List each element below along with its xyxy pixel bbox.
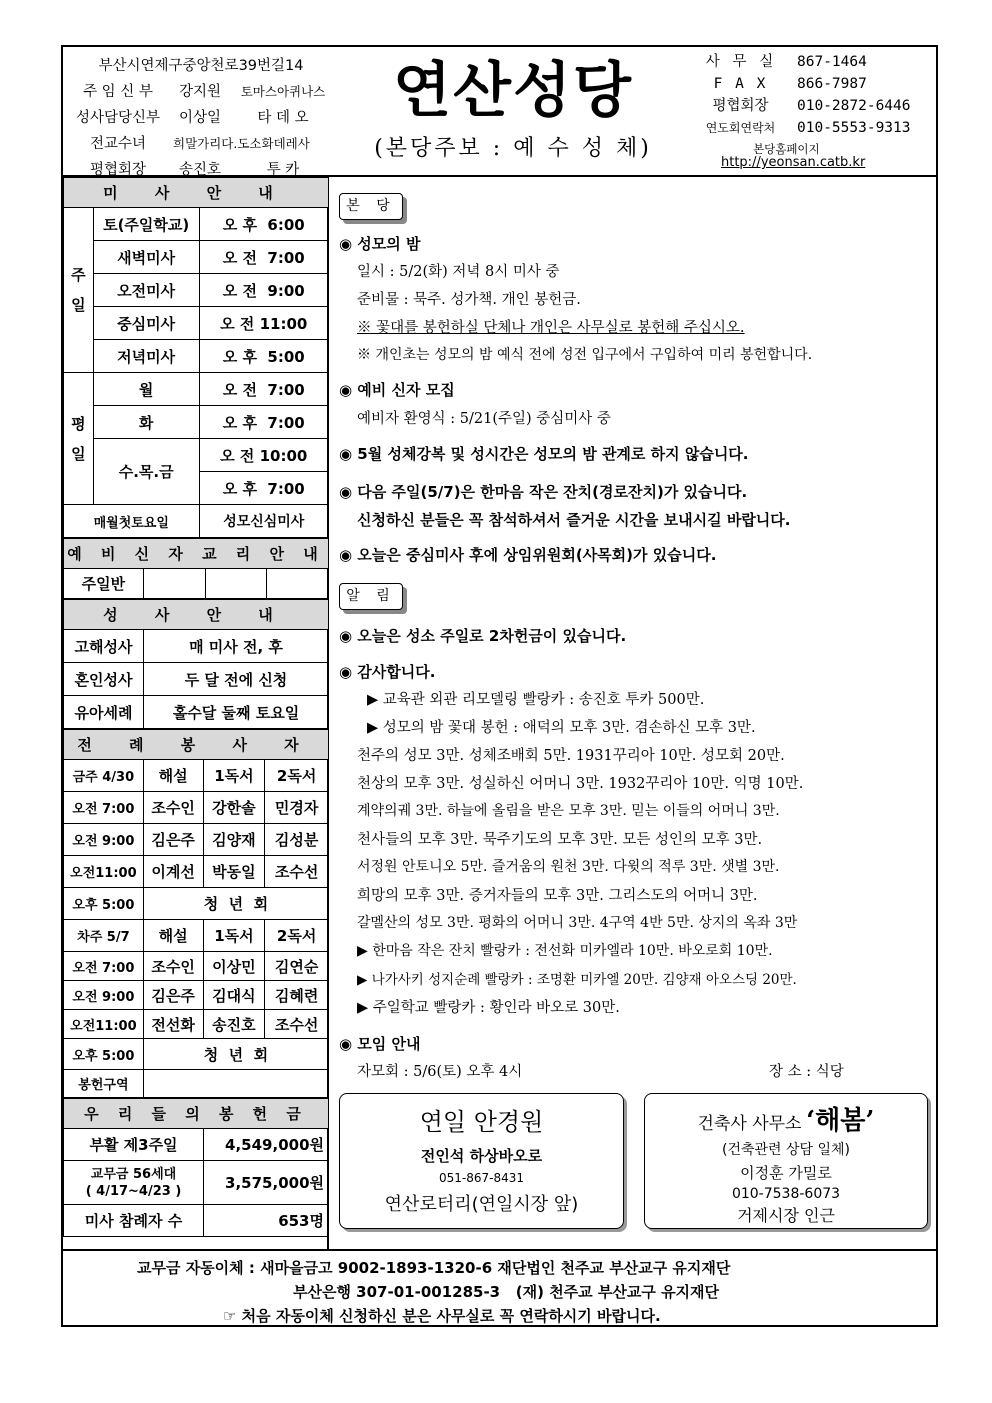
server-name: 조수선 xyxy=(265,1010,329,1039)
footer-line: 교무금 자동이체 : 새마을금고 9002-1893-1320-6 재단법인 천주교 부산교구 유지재단 xyxy=(137,1259,731,1277)
col-header: 1독서 xyxy=(203,920,265,952)
catechumen-row-label: 주일반 xyxy=(64,569,144,599)
thanks-line: 갈멜산의 성모 3만. 평화의 어머니 3만. 4구역 4반 5만. 상지의 옥좌 3만 xyxy=(357,915,798,931)
offer-area-label: 봉헌구역 xyxy=(64,1070,144,1098)
offering-value: 4,549,000원 xyxy=(204,1129,329,1161)
header xyxy=(63,47,936,177)
notice-title: ◉ 다음 주일(5/7)은 한마음 작은 잔치(경로잔치)가 있습니다. xyxy=(339,483,748,501)
mass-name: 저녁미사 xyxy=(93,340,199,373)
server-name: 조수선 xyxy=(265,856,329,888)
time-cell: 오후 5:00 xyxy=(64,888,144,920)
section-tag-notice: 알 림 xyxy=(339,583,403,610)
mass-name: 새벽미사 xyxy=(93,241,199,274)
footer xyxy=(63,1249,936,1325)
server-name: 김성분 xyxy=(265,824,329,856)
notice-title: ◉ 모임 안내 xyxy=(339,1035,421,1053)
ad-title: 연일 안경원 xyxy=(419,1108,544,1136)
thanks-line: ▶ 주일학교 빨랑카 : 황인라 바오로 30만. xyxy=(357,1000,620,1016)
contact-label: F A X xyxy=(713,76,768,92)
server-name: 김혜련 xyxy=(265,981,329,1010)
notice-title: ◉ 오늘은 중심미사 후에 상임위원회(사목회)가 있습니다. xyxy=(339,546,717,564)
offering-label: 부활 제3주일 xyxy=(64,1129,204,1161)
priest-name: 이상일 xyxy=(178,110,222,126)
notice-title: ◉ 5월 성체강복 및 성시간은 성모의 밤 관계로 하지 않습니다. xyxy=(339,445,749,463)
notice-title: ◉ 오늘은 성소 주일로 2차헌금이 있습니다. xyxy=(339,627,627,645)
thanks-line: 서정원 안토니오 5만. 즐거움의 원천 3만. 다윗의 적루 3만. 샛별 3만. xyxy=(357,859,780,875)
time-cell: 오전 9:00 xyxy=(64,824,144,856)
sister-row xyxy=(69,131,339,157)
mass-name: 토(주일학교) xyxy=(93,208,199,241)
sacrament-value: 매 미사 전, 후 xyxy=(144,630,329,663)
offering-title: 우 리 들 의 봉 헌 금 xyxy=(64,1099,329,1129)
president-baptismal: 투 카 xyxy=(266,162,300,178)
thanks-line: ▶ 교육관 외관 리모델링 빨랑카 : 송진호 투카 500만. xyxy=(367,692,705,708)
thanks-line: 천주의 성모 3만. 성체조배회 5만. 1931꾸리아 10만. 성모회 20만. xyxy=(357,748,785,764)
server-name: 이계선 xyxy=(143,856,203,888)
thanks-line: ▶ 한마음 작은 잔치 빨랑카 : 전선화 미카엘라 10만. 바오로회 10만. xyxy=(357,943,773,959)
pastor-name: 강지원 xyxy=(178,84,222,100)
catechumen-table xyxy=(63,538,329,599)
offering-value: 653명 xyxy=(204,1205,329,1237)
ad-address: 거제시장 인근 xyxy=(737,1206,835,1225)
notice-title: ◉ 예비 신자 모집 xyxy=(339,381,455,399)
col-header: 해설 xyxy=(143,920,203,952)
mass-time: 오 후 5:00 xyxy=(199,340,328,373)
pastor-baptismal: 토마스아퀴나스 xyxy=(240,84,326,99)
notice-line: 준비물 : 묵주. 성가책. 개인 봉헌금. xyxy=(357,292,581,308)
notice-title: ◉ 감사합니다. xyxy=(339,663,436,681)
contact-row xyxy=(688,73,933,95)
mass-time: 오 전 7:00 xyxy=(199,241,328,274)
weekday-label: 평일 xyxy=(64,373,94,505)
contact-label: 평협회장 xyxy=(712,98,769,114)
left-column xyxy=(63,177,329,1249)
time-cell: 오전11:00 xyxy=(64,856,144,888)
notice-line: ※ 꽃대를 봉헌하실 단체나 개인은 사무실로 봉헌해 주십시오. xyxy=(357,320,745,336)
priest-row xyxy=(69,105,339,131)
ad-address: 연산로터리(연일시장 앞) xyxy=(384,1194,579,1215)
notice-line: ※ 개인초는 성모의 밤 예식 전에 성전 입구에서 구입하여 미리 봉헌합니다. xyxy=(357,347,813,363)
server-name: 김은주 xyxy=(143,981,203,1010)
ad-owner: 이정훈 가밀로 xyxy=(740,1164,832,1182)
contact-row xyxy=(688,117,933,139)
sacrament-value: 홀수달 둘째 토요일 xyxy=(144,696,329,729)
catechumen-cell xyxy=(143,569,205,599)
sister-label: 전교수녀 xyxy=(89,136,147,152)
time-cell: 오전 7:00 xyxy=(64,792,144,824)
contact-value: 866-7987 xyxy=(797,76,867,92)
first-saturday-mass: 성모신심미사 xyxy=(199,505,328,538)
offering-label: 미사 참례자 수 xyxy=(64,1205,204,1237)
mass-name: 오전미사 xyxy=(93,274,199,307)
mass-name: 월 xyxy=(93,373,199,406)
mass-name: 수.목.금 xyxy=(93,439,199,505)
address-row xyxy=(69,53,339,79)
thanks-line: ▶ 나가사키 성지순례 빨랑카 : 조명환 미카엘 20만. 김양재 아오스딩 20만. xyxy=(357,972,797,988)
server-name: 강한솔 xyxy=(203,792,265,824)
main-column xyxy=(331,177,936,1249)
ad-phone: 010-7538-6073 xyxy=(731,1186,841,1202)
footer-line: 부산은행 307-01-001285-3 (재) 천주교 부산교구 유지재단 xyxy=(293,1283,720,1301)
week-label: 차주 5/7 xyxy=(64,920,144,952)
server-name: 조수인 xyxy=(143,792,203,824)
pastor-row xyxy=(69,79,339,105)
col-header: 2독서 xyxy=(265,920,329,952)
week-label: 금주 4/30 xyxy=(64,760,144,792)
ad-optician xyxy=(339,1093,624,1229)
president-name: 송진호 xyxy=(178,162,222,178)
contact-value: 867-1464 xyxy=(797,54,867,70)
time-cell: 오전 9:00 xyxy=(64,981,144,1010)
thanks-line: 희망의 모후 3만. 증거자들의 모후 3만. 그리스도의 어머니 3만. xyxy=(357,888,758,904)
mass-name: 화 xyxy=(93,406,199,439)
thanks-line: 계약의궤 3만. 하늘에 올림을 받은 모후 3만. 믿는 이들의 어머니 3만. xyxy=(357,803,780,819)
thanks-line: 천상의 모후 3만. 성실하신 어머니 3만. 1932꾸리아 10만. 익명 10만. xyxy=(357,776,804,792)
time-cell: 오전 7:00 xyxy=(64,952,144,981)
sunday-label: 주일 xyxy=(64,208,94,373)
server-name: 김대식 xyxy=(203,981,265,1010)
sacrament-value: 두 달 전에 신청 xyxy=(144,663,329,696)
server-name: 박동일 xyxy=(203,856,265,888)
server-name: 송진호 xyxy=(203,1010,265,1039)
servers-title: 전 례 봉 사 자 xyxy=(64,730,329,760)
server-name: 조수인 xyxy=(143,952,203,981)
mass-time: 오 전 10:00 xyxy=(199,439,328,472)
col-header: 2독서 xyxy=(265,760,329,792)
server-group: 청 년 회 xyxy=(143,888,328,920)
catechumen-cell xyxy=(205,569,267,599)
first-saturday-label: 매월첫토요일 xyxy=(64,505,200,538)
bulletin-frame xyxy=(61,45,938,1327)
col-header: 1독서 xyxy=(203,760,265,792)
mass-time: 오 전 7:00 xyxy=(199,373,328,406)
mass-time: 오 전 9:00 xyxy=(199,274,328,307)
ad-owner: 전인석 하상바오로 xyxy=(420,1147,543,1165)
sacrament-label: 고해성사 xyxy=(64,630,144,663)
offering-label: 교무금 56세대 ( 4/17~4/23 ) xyxy=(64,1161,204,1205)
notice-line: 일시 : 5/2(화) 저녁 8시 미사 중 xyxy=(357,264,560,280)
server-name: 이상민 xyxy=(203,952,265,981)
mass-time: 오 후 6:00 xyxy=(199,208,328,241)
homepage-link[interactable]: http://yeonsan.catb.kr xyxy=(721,155,866,170)
time-cell: 오후 5:00 xyxy=(64,1039,144,1070)
col-header: 해설 xyxy=(143,760,203,792)
contact-label: 연도회연락처 xyxy=(705,121,776,135)
sister-names: 희말가리다.도소화데레사 xyxy=(173,136,310,151)
sacrament-label: 혼인성사 xyxy=(64,663,144,696)
offer-area-value xyxy=(143,1070,328,1098)
page-title: 연산성당 xyxy=(393,56,633,126)
offering-value: 3,575,000원 xyxy=(204,1161,329,1205)
footer-line: ☞ 처음 자동이체 신청하신 분은 사무실로 꼭 연락하시기 바랍니다. xyxy=(223,1307,661,1325)
sacrament-label: 유아세례 xyxy=(64,696,144,729)
priest-baptismal: 타 데 오 xyxy=(257,110,309,126)
time-cell: 오전11:00 xyxy=(64,1010,144,1039)
contact-label: 사 무 실 xyxy=(705,54,776,70)
catechumen-cell xyxy=(267,569,329,599)
ad-phone: 051-867-8431 xyxy=(438,1171,524,1185)
server-name: 김양재 xyxy=(203,824,265,856)
thanks-line: 천사들의 모후 3만. 묵주기도의 모후 3만. 모든 성인의 모후 3만. xyxy=(357,832,763,848)
sacrament-table xyxy=(63,599,329,729)
server-group: 청 년 회 xyxy=(143,1039,328,1070)
servers-table xyxy=(63,729,329,1098)
mass-time: 오 후 7:00 xyxy=(199,406,328,439)
pastor-label: 주 임 신 부 xyxy=(83,84,153,100)
contact-value: 010-5553-9313 xyxy=(797,120,911,136)
ad-brand: ‘해봄’ xyxy=(806,1106,875,1136)
notice-line: 신청하신 분들은 꼭 참석하셔서 즐거운 시간을 보내시길 바랍니다. xyxy=(357,511,791,529)
offering-table xyxy=(63,1098,329,1237)
meeting-place: 장 소 : 식당 xyxy=(769,1064,844,1080)
ad-subtitle: (건축관련 상담 일체) xyxy=(721,1142,851,1158)
ad-title-row xyxy=(645,1100,927,1137)
president-label: 평협회장 xyxy=(89,162,147,178)
mass-time: 오 후 7:00 xyxy=(199,472,328,505)
contact-value: 010-2872-6446 xyxy=(797,98,911,114)
notice-title: ◉ 성모의 밤 xyxy=(339,235,421,253)
server-name: 민경자 xyxy=(265,792,329,824)
section-tag-parish: 본 당 xyxy=(339,193,403,220)
ad-title: 건축사 사무소 xyxy=(697,1114,802,1134)
contact-row xyxy=(688,95,933,117)
homepage-label: 본당홈페이지 xyxy=(753,142,820,156)
server-name: 전선화 xyxy=(143,1010,203,1039)
mass-table xyxy=(63,177,329,538)
notice-line: 예비자 환영식 : 5/21(주일) 중심미사 중 xyxy=(357,411,611,427)
header-staff xyxy=(69,53,339,183)
server-name: 김은주 xyxy=(143,824,203,856)
page-subtitle: (본당주보 : 예 수 성 체) xyxy=(374,136,652,161)
contacts xyxy=(688,51,933,139)
meeting-line: 자모회 : 5/6(토) 오후 4시 xyxy=(357,1064,523,1080)
server-name: 김연순 xyxy=(265,952,329,981)
catechumen-title: 예 비 신 자 교 리 안 내 xyxy=(64,539,329,569)
priest-label: 성사담당신부 xyxy=(75,110,161,126)
mass-time: 오 전 11:00 xyxy=(199,307,328,340)
ad-architect xyxy=(644,1093,928,1229)
mass-name: 중심미사 xyxy=(93,307,199,340)
sacrament-title: 성 사 안 내 xyxy=(64,600,329,630)
mass-title: 미 사 안 내 xyxy=(64,178,329,208)
contact-row xyxy=(688,51,933,73)
address: 부산시연제구중앙천로39번길14 xyxy=(98,58,304,74)
thanks-line: ▶ 성모의 밤 꽃대 봉헌 : 애덕의 모후 3만. 겸손하신 모후 3만. xyxy=(367,720,756,736)
